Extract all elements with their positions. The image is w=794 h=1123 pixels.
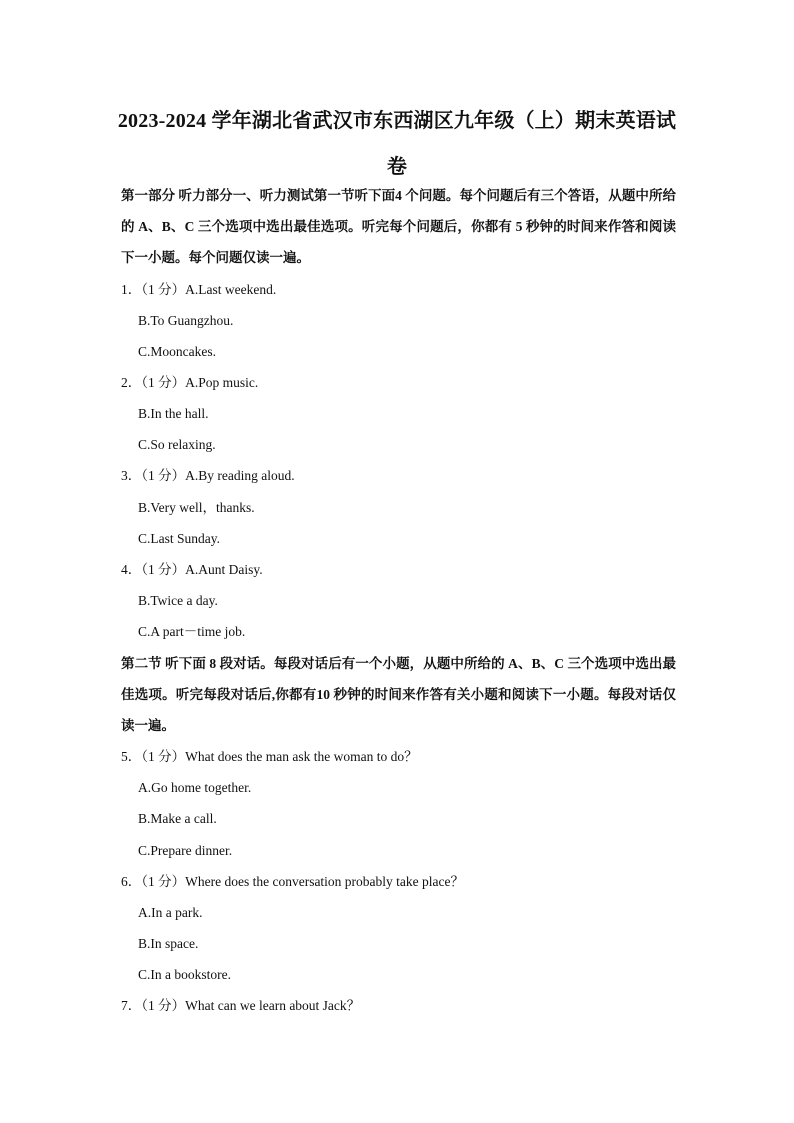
question-7-stem: 7．（1 分）What can we learn about Jack？ — [121, 998, 361, 1013]
question-1-option-b: B.To Guangzhou. — [138, 313, 234, 328]
question-6-stem: 6．（1 分）Where does the conversation probably take place？ — [121, 874, 465, 889]
part1-instructions: 第一部分 听力部分一、听力测试第一节听下面4 个问题。每个问题后有三个答语，从题中所给的 A、B、C 三个选项中选出最佳选项。听完每个问题后，你都有 5 秒钟的时间来作答和阅读下一小题。每个问题仅读一遍。 — [121, 188, 676, 266]
question-5-stem: 5．（1 分）What does the man ask the woman to do？ — [121, 749, 418, 764]
question-5-option-b: B.Make a call. — [138, 811, 217, 826]
question-1-stem: 1．（1 分）A.Last weekend. — [121, 282, 277, 297]
question-3-option-c: C.Last Sunday. — [138, 531, 220, 546]
question-3-option-b: B.Very well，thanks. — [138, 500, 255, 515]
question-2-option-c: C.So relaxing. — [138, 437, 216, 452]
question-4-option-b: B.Twice a day. — [138, 593, 218, 608]
question-2-stem: 2．（1 分）A.Pop music. — [121, 375, 259, 390]
question-5-option-a: A.Go home together. — [138, 780, 252, 795]
question-2-option-b: B.In the hall. — [138, 406, 209, 421]
question-1-option-c: C.Mooncakes. — [138, 344, 216, 359]
question-6-option-b: B.In space. — [138, 936, 199, 951]
question-6-option-a: A.In a park. — [138, 905, 203, 920]
page-title: 2023-2024 学年湖北省武汉市东西湖区九年级（上）期末英语试卷 — [117, 110, 677, 178]
question-4-option-c: C.A part－time job. — [138, 624, 246, 639]
question-5-option-c: C.Prepare dinner. — [138, 843, 233, 858]
question-4-stem: 4．（1 分）A.Aunt Daisy. — [121, 562, 263, 577]
section2-instructions: 第二节 听下面 8 段对话。每段对话后有一个小题，从题中所给的 A、B、C 三个选项中选出最佳选项。听完每段对话后,你都有10 秒钟的时间来作答有关小题和阅读下一小题。每段对话仅读一遍。 — [121, 656, 676, 734]
question-3-stem: 3．（1 分）A.By reading aloud. — [121, 468, 295, 483]
question-6-option-c: C.In a bookstore. — [138, 967, 231, 982]
